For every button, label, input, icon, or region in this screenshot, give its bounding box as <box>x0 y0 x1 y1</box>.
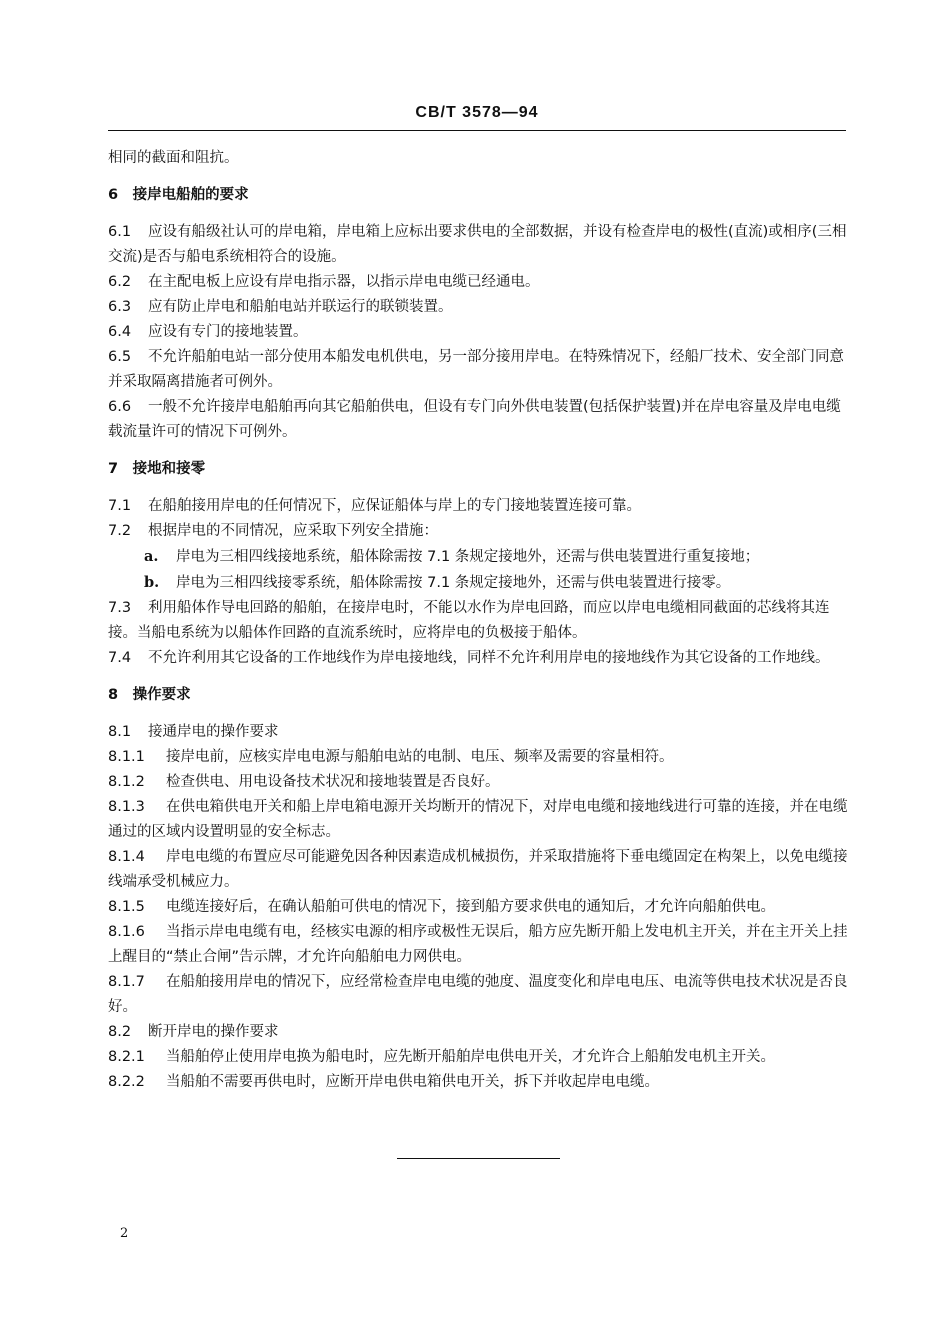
page-number: 2 <box>120 1226 129 1241</box>
clause-text: 当船舶停止使用岸电换为船电时，应先断开船舶岸电供电开关，才允许合上船舶发电机主开关。 <box>166 1049 775 1065</box>
clause-7-2-a <box>108 544 848 570</box>
clause-8-1-2 <box>108 770 848 795</box>
header-rule <box>108 130 846 131</box>
clause-number: 7.2 <box>108 523 132 539</box>
clause-6-2 <box>108 270 848 295</box>
clause-number: 8.1.1 <box>108 749 145 765</box>
document-body <box>108 146 848 1095</box>
clause-text: 在船舶接用岸电的情况下，应经常检查岸电电缆的弛度、温度变化和岸电电压、电流等供电技术状况是否良好。 <box>108 974 848 1015</box>
clause-number: 6.3 <box>108 299 132 315</box>
clause-text: 根据岸电的不同情况，应采取下列安全措施： <box>148 523 438 539</box>
clause-text: 当船舶不需要再供电时，应断开岸电供电箱供电开关，拆下并收起岸电电缆。 <box>166 1074 659 1090</box>
clause-7-2-b <box>108 570 848 596</box>
clause-text: 检查供电、用电设备技术状况和接地装置是否良好。 <box>166 774 500 790</box>
clause-8-1-6 <box>108 920 848 970</box>
clause-6-4 <box>108 320 848 345</box>
clause-text: 电缆连接好后，在确认船舶可供电的情况下，接到船方要求供电的通知后，才允许向船舶供电。 <box>166 899 775 915</box>
clause-8-1-5 <box>108 895 848 920</box>
item-letter: a. <box>144 548 159 565</box>
clause-number: 6.5 <box>108 349 132 365</box>
clause-number: 8.1.3 <box>108 799 145 815</box>
clause-8-1-7 <box>108 970 848 1020</box>
clause-text: 断开岸电的操作要求 <box>148 1024 279 1040</box>
clause-number: 7.1 <box>108 498 132 514</box>
clause-8-1-3 <box>108 795 848 845</box>
clause-8-2 <box>108 1020 848 1045</box>
clause-number: 6.2 <box>108 274 132 290</box>
clause-number: 6.1 <box>108 224 132 240</box>
clause-number: 8.2.1 <box>108 1049 145 1065</box>
clause-text: 在主配电板上应设有岸电指示器，以指示岸电电缆已经通电。 <box>148 274 540 290</box>
clause-text: 一般不允许接岸电船舶再向其它船舶供电，但设有专门向外供电装置(包括保护装置)并在岸电容量及岸电电缆载流量许可的情况下可例外。 <box>108 399 841 440</box>
section-heading-6: 6 接岸电船舶的要求 <box>108 187 249 203</box>
clause-8-1-4 <box>108 845 848 895</box>
item-letter: b. <box>144 574 160 591</box>
clause-7-4 <box>108 646 848 671</box>
clause-text: 当指示岸电电缆有电，经核实电源的相序或极性无误后，船方应先断开船上发电机主开关，并在主开关上挂上醒目的“禁止合闸”告示牌，才允许向船舶电力网供电。 <box>108 924 848 965</box>
clause-number: 8.1.5 <box>108 899 145 915</box>
clause-number: 8.2.2 <box>108 1074 145 1090</box>
clause-text: 应设有专门的接地装置。 <box>148 324 308 340</box>
page-header: CB/T 3578—94 <box>415 104 539 121</box>
clause-6-5 <box>108 345 848 395</box>
clause-7-1 <box>108 494 848 519</box>
clause-6-6 <box>108 395 848 445</box>
clause-number: 7.4 <box>108 650 132 666</box>
clause-number: 8.1.7 <box>108 974 145 990</box>
clause-text: 应设有船级社认可的岸电箱，岸电箱上应标出要求供电的全部数据，并设有检查岸电的极性(直流)或相序(三相交流)是否与船电系统相符合的设施。 <box>108 224 847 265</box>
clause-text: 利用船体作导电回路的船舶，在接岸电时，不能以水作为岸电回路，而应以岸电电缆相同截面的芯线将其连接。当船电系统为以船体作回路的直流系统时，应将岸电的负极接于船体。 <box>108 600 830 641</box>
clause-8-2-1 <box>108 1045 848 1070</box>
clause-text: 在船舶接用岸电的任何情况下，应保证船体与岸上的专门接地装置连接可靠。 <box>148 498 641 514</box>
clause-6-1 <box>108 220 848 270</box>
item-text: 岸电为三相四线接地系统，船体除需按 7.1 条规定接地外，还需与供电装置进行重复接地； <box>176 549 760 565</box>
clause-7-3 <box>108 596 848 646</box>
end-rule <box>397 1158 560 1159</box>
clause-8-1 <box>108 720 848 745</box>
clause-number: 8.1 <box>108 724 132 740</box>
clause-number: 6.6 <box>108 399 132 415</box>
clause-number: 8.1.2 <box>108 774 145 790</box>
clause-number: 8.2 <box>108 1024 132 1040</box>
clause-text: 应有防止岸电和船舶电站并联运行的联锁装置。 <box>148 299 453 315</box>
clause-text: 不允许利用其它设备的工作地线作为岸电接地线，同样不允许利用岸电的接地线作为其它设备的工作地线。 <box>148 650 830 666</box>
clause-text: 接通岸电的操作要求 <box>148 724 279 740</box>
clause-number: 8.1.6 <box>108 924 145 940</box>
clause-number: 8.1.4 <box>108 849 145 865</box>
clause-7-2 <box>108 519 848 544</box>
clause-text: 岸电电缆的布置应尽可能避免因各种因素造成机械损伤，并采取措施将下垂电缆固定在构架上，以免电缆接线端承受机械应力。 <box>108 849 848 890</box>
clause-text: 不允许船舶电站一部分使用本船发电机供电，另一部分接用岸电。在特殊情况下，经船厂技术、安全部门同意并采取隔离措施者可例外。 <box>108 349 844 390</box>
clause-text: 在供电箱供电开关和船上岸电箱电源开关均断开的情况下，对岸电电缆和接地线进行可靠的连接，并在电缆通过的区域内设置明显的安全标志。 <box>108 799 848 840</box>
paragraph: 相同的截面和阻抗。 <box>108 150 239 166</box>
item-text: 岸电为三相四线接零系统，船体除需按 7.1 条规定接地外，还需与供电装置进行接零。 <box>176 575 731 591</box>
clause-8-2-2 <box>108 1070 848 1095</box>
clause-number: 6.4 <box>108 324 132 340</box>
clause-number: 7.3 <box>108 600 132 616</box>
section-heading-8: 8 操作要求 <box>108 687 191 703</box>
section-heading-7: 7 接地和接零 <box>108 461 206 477</box>
clause-text: 接岸电前，应核实岸电电源与船舶电站的电制、电压、频率及需要的容量相符。 <box>166 749 674 765</box>
clause-6-3 <box>108 295 848 320</box>
clause-8-1-1 <box>108 745 848 770</box>
